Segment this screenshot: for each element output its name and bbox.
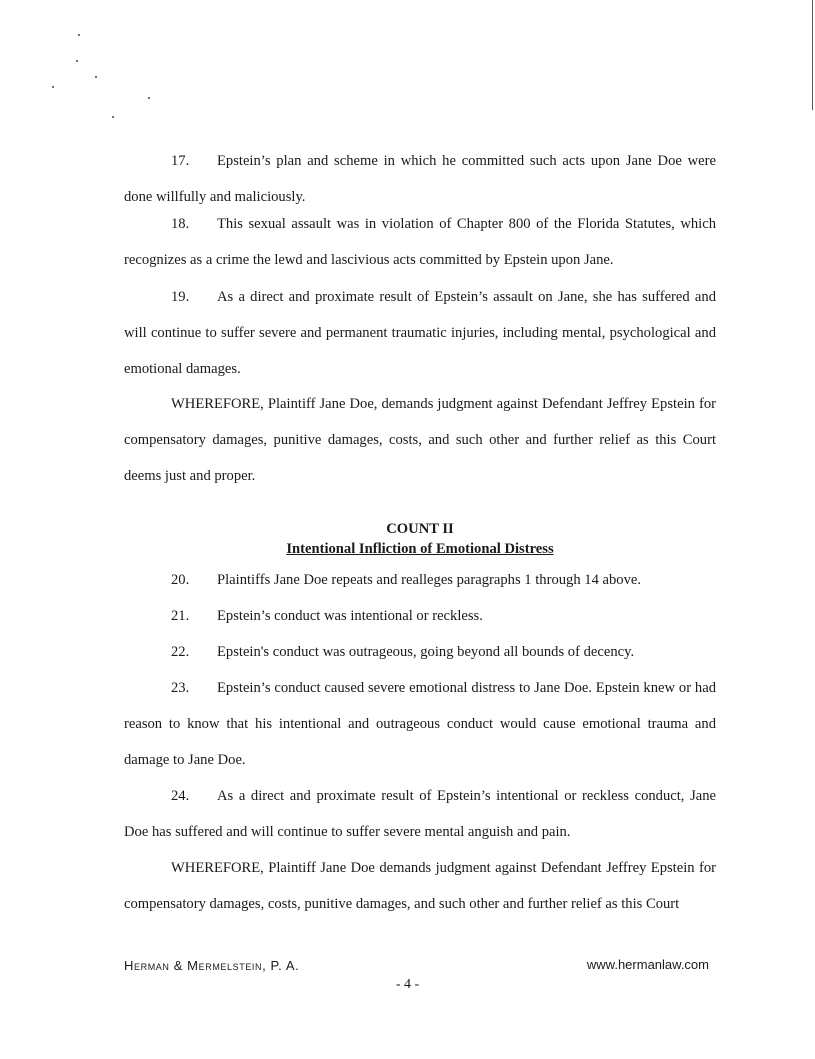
paragraph-17 — [124, 143, 716, 215]
paragraph-20 — [124, 562, 716, 598]
paragraph-text: WHEREFORE, Plaintiff Jane Doe, demands judgment against Defendant Jeffrey Epstein for compensatory damages, punitive damages, costs, and such other and further relief as this Court deems just and proper. — [124, 396, 716, 484]
paragraph-text: As a direct and proximate result of Epstein’s assault on Jane, she has suffered and will continue to suffer severe and permanent traumatic injuries, including mental, psychological and emotional damages. — [124, 289, 716, 377]
paragraph-21 — [124, 598, 716, 634]
paragraph-24 — [124, 778, 716, 850]
wherefore-clause-count-2 — [124, 850, 716, 922]
paragraph-22 — [124, 634, 716, 670]
paragraph-text: WHEREFORE, Plaintiff Jane Doe demands judgment against Defendant Jeffrey Epstein for compensatory damages, costs, punitive damages, and such other and further relief as this Court — [124, 860, 716, 912]
footer-website: www.hermanlaw.com — [586, 957, 709, 972]
paragraph-text: Epstein’s plan and scheme in which he committed such acts upon Jane Doe were done willfully and maliciously. — [124, 153, 716, 205]
scan-speck — [78, 34, 80, 36]
paragraph-number: 23. — [171, 680, 190, 696]
scan-speck — [52, 86, 54, 88]
page-number: - 4 - — [395, 977, 420, 992]
paragraph-19 — [124, 279, 716, 387]
paragraph-number: 21. — [171, 608, 190, 624]
paragraph-number: 18. — [171, 216, 190, 232]
paragraph-number: 24. — [171, 788, 190, 804]
paragraph-text: This sexual assault was in violation of Chapter 800 of the Florida Statutes, which recognizes as a crime the lewd and lascivious acts committed by Epstein upon Jane. — [124, 216, 716, 268]
footer-firm-name: Herman & Mermelstein, P. A. — [124, 958, 300, 973]
paragraph-18 — [124, 206, 716, 278]
paragraph-23 — [124, 670, 716, 778]
scan-speck — [95, 76, 97, 78]
scan-speck — [148, 97, 150, 99]
count-subtitle: Intentional Infliction of Emotional Distress — [286, 541, 554, 557]
wherefore-clause-count-1 — [124, 386, 716, 494]
paragraph-number: 19. — [171, 289, 190, 305]
paragraph-text: Epstein's conduct was outrageous, going beyond all bounds of decency. — [217, 644, 635, 660]
scan-speck — [76, 60, 78, 62]
paragraph-number: 17. — [171, 153, 190, 169]
scan-edge-line — [812, 0, 813, 110]
count-title: COUNT II — [386, 521, 454, 537]
paragraph-number: 20. — [171, 572, 190, 588]
paragraph-text: Plaintiffs Jane Doe repeats and realleges paragraphs 1 through 14 above. — [217, 572, 642, 588]
count-heading — [124, 519, 716, 559]
paragraph-text: As a direct and proximate result of Epstein’s intentional or reckless conduct, Jane Doe has suffered and will continue to suffer severe mental anguish and pain. — [124, 788, 716, 840]
scan-speck — [112, 116, 114, 118]
paragraph-number: 22. — [171, 644, 190, 660]
paragraph-text: Epstein’s conduct caused severe emotional distress to Jane Doe. Epstein knew or had reason to know that his intentional and outrageous conduct would cause emotional trauma and damage to Jane Doe. — [124, 680, 716, 768]
paragraph-text: Epstein’s conduct was intentional or reckless. — [217, 608, 483, 624]
